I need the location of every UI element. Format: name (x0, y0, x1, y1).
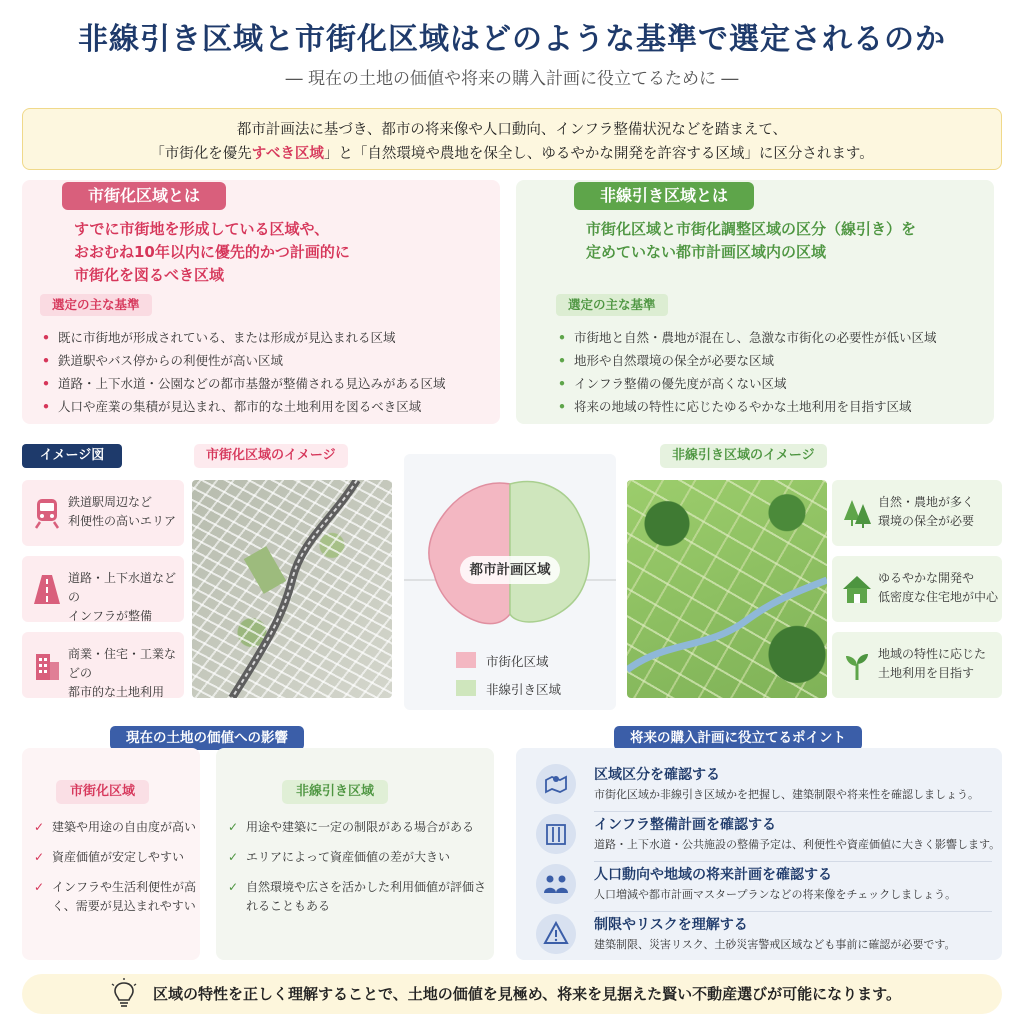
house-icon (842, 572, 872, 606)
list-item: • 地形や自然環境の保全が必要な区域 (558, 349, 937, 372)
point-title: インフラ整備計画を確認する (594, 817, 776, 833)
page-subtitle: ― 現在の土地の価値や将来の購入計画に役立てるために ― (285, 69, 739, 89)
nonzoned-criteria-list (558, 326, 937, 418)
intro-highlight: すべき区域 (251, 146, 324, 162)
list-item (34, 848, 200, 867)
building-icon (32, 648, 62, 682)
value-item-text: 自然環境や広さを活かした利用価値が評価されることもある (246, 880, 487, 913)
list-item: • 人口や産業の集積が見込まれ、都市的な土地利用を図るべき区域 (42, 395, 446, 418)
rural-image-caption: 非線引き区域のイメージ (660, 444, 827, 468)
rural-aerial-image (627, 480, 827, 698)
feature-line: 都市的な土地利用 (68, 685, 165, 699)
urban-feature-text (68, 645, 184, 702)
list-item: • 将来の地域の特性に応じたゆるやかな土地利用を目指す区域 (558, 395, 937, 418)
list-item (34, 818, 200, 837)
urban-aerial-image (192, 480, 392, 698)
urban-criteria-label: 選定の主な基準 (40, 294, 152, 316)
points-box (516, 748, 1002, 960)
check-icon: ✓ (228, 820, 239, 834)
nonzoned-criteria-label: 選定の主な基準 (556, 294, 668, 316)
list-item (34, 878, 200, 916)
point-item (536, 862, 992, 908)
feature-line: インフラが整備 (68, 609, 153, 623)
value-item-text: エリアによって資産価値の差が大きい (246, 850, 451, 864)
list-item (228, 818, 494, 837)
train-icon (32, 496, 62, 530)
page-title: 非線引き区域と市街化区域はどのような基準で選定されるのか (78, 22, 946, 57)
map-center-label: 都市計画区域 (460, 556, 560, 584)
people-icon (536, 864, 576, 904)
check-icon: ✓ (34, 820, 45, 834)
list-item: • 鉄道駅やバス停からの利便性が高い区域 (42, 349, 446, 372)
list-item: • 市街地と自然・農地が混在し、急激な市街化の必要性が低い区域 (558, 326, 937, 349)
urban-definition-panel (22, 180, 500, 424)
nonzoned-def-line: 市街化区域と市街化調整区域の区分（線引き）を (586, 220, 917, 238)
nonzoned-definition (586, 218, 916, 264)
value-item-text: 資産価値が安定しやすい (52, 850, 185, 864)
feature-line: 自然・農地が多く (878, 495, 975, 509)
list-item: • 道路・上下水道・公園などの都市基盤が整備される見込みがある区域 (42, 372, 446, 395)
urban-def-line: 市街化を図るべき区域 (74, 266, 225, 284)
point-item (536, 912, 992, 958)
road-icon (32, 572, 62, 606)
warning-icon (536, 914, 576, 954)
list-item (228, 848, 494, 867)
nonzoned-definition-panel (516, 180, 994, 424)
feature-line: 地域の特性に応じた (878, 647, 987, 661)
sprout-icon (842, 648, 872, 682)
river (627, 480, 827, 698)
urban-value-box (22, 748, 200, 960)
feature-line: 鉄道駅周辺など (68, 495, 153, 509)
list-item (228, 878, 494, 916)
rural-feature-card (832, 632, 1002, 698)
urban-definition (74, 218, 350, 287)
urban-value-tag: 市街化区域 (56, 780, 149, 804)
urban-criteria-list (42, 326, 446, 418)
city-planning-area-map (404, 454, 616, 710)
point-item (536, 762, 992, 808)
point-desc: 建築制限、災害リスク、土砂災害警戒区域なども事前に確認が必要です。 (594, 938, 956, 951)
feature-line: 環境の保全が必要 (878, 514, 975, 528)
nonzoned-def-line: 定めていない都市計画区域内の区域 (586, 243, 827, 261)
map-pin-icon (536, 764, 576, 804)
lightbulb-icon (110, 978, 138, 1010)
legend-swatch-urban (456, 652, 476, 668)
trees-icon (842, 496, 872, 530)
rural-feature-card (832, 556, 1002, 622)
legend-rural: 非線引き区域 (486, 682, 562, 697)
legend-swatch-rural (456, 680, 476, 696)
intro-line-1: 都市計画法に基づき、都市の将来像や人口動向、インフラ整備状況などを踏まえて、 (236, 122, 788, 138)
infrastructure-icon (536, 814, 576, 854)
point-title: 制限やリスクを理解する (594, 917, 748, 933)
check-icon: ✓ (228, 880, 239, 894)
railway-line (192, 480, 392, 698)
point-desc: 市街化区域か非線引き区域かを把握し、建築制限や将来性を確認しましょう。 (594, 788, 979, 801)
value-item-text: 建築や用途の自由度が高い (52, 820, 197, 834)
rural-feature-text (878, 645, 986, 683)
point-item (536, 812, 1001, 858)
feature-line: 利便性の高いエリア (68, 514, 177, 528)
footer-banner (22, 974, 1002, 1014)
intro-box (22, 108, 1002, 170)
rural-feature-text (878, 493, 974, 531)
urban-def-line: おおむね10年以内に優先的かつ計画的に (74, 243, 350, 261)
intro-line-2-pre: 「市街化を優先 (150, 146, 252, 162)
feature-line: 商業・住宅・工業などの (68, 647, 177, 680)
urban-heading: 市街化区域とは (62, 182, 226, 210)
rural-feature-card (832, 480, 1002, 546)
list-item: • インフラ整備の優先度が高くない区域 (558, 372, 937, 395)
urban-def-line: すでに市街地を形成している区域や、 (74, 220, 330, 238)
urban-feature-card (22, 632, 184, 698)
urban-feature-text (68, 569, 184, 626)
feature-line: 低密度な住宅地が中心 (878, 590, 999, 604)
nonzoned-heading: 非線引き区域とは (574, 182, 754, 210)
rural-value-box (216, 748, 494, 960)
rural-feature-text (878, 569, 998, 607)
image-section-label: イメージ図 (22, 444, 122, 468)
urban-feature-card (22, 480, 184, 546)
rural-value-tag: 非線引き区域 (282, 780, 388, 804)
feature-line: 土地利用を目指す (878, 666, 975, 680)
check-icon: ✓ (34, 850, 45, 864)
check-icon: ✓ (228, 850, 239, 864)
value-item-text: 用途や建築に一定の制限がある場合がある (246, 820, 475, 834)
urban-value-list (34, 818, 200, 927)
check-icon: ✓ (34, 880, 45, 894)
value-item-text: インフラや生活利便性が高く、需要が見込まれやすい (52, 880, 197, 913)
point-title: 人口動向や地域の将来計画を確認する (594, 867, 832, 883)
urban-feature-text (68, 493, 176, 531)
point-title: 区域区分を確認する (594, 767, 720, 783)
urban-image-caption: 市街化区域のイメージ (194, 444, 348, 468)
intro-line-2 (23, 142, 1001, 166)
rural-value-list (228, 818, 494, 927)
intro-line-2-post: 」と「自然環境や農地を保全し、ゆるやかな開発を許容する区域」に区分されます。 (323, 146, 874, 162)
feature-line: ゆるやかな開発や (878, 571, 975, 585)
points-section-label: 将来の購入計画に役立てるポイント (614, 726, 862, 750)
zoning-map (404, 454, 616, 644)
legend-urban: 市街化区域 (486, 654, 549, 669)
point-desc: 道路・上下水道・公共施設の整備予定は、利便性や資産価値に大きく影響します。 (594, 838, 1001, 851)
feature-line: 道路・上下水道などの (68, 571, 177, 604)
list-item: • 既に市街地が形成されている、または形成が見込まれる区域 (42, 326, 446, 349)
footer-text: 区域の特性を正しく理解することで、土地の価値を見極め、将来を見据えた賢い不動産選びが可能になります。 (153, 985, 901, 1003)
point-desc: 人口増減や都市計画マスタープランなどの将来像をチェックしましょう。 (594, 888, 957, 901)
value-section-label: 現在の土地の価値への影響 (110, 726, 304, 750)
urban-feature-card (22, 556, 184, 622)
